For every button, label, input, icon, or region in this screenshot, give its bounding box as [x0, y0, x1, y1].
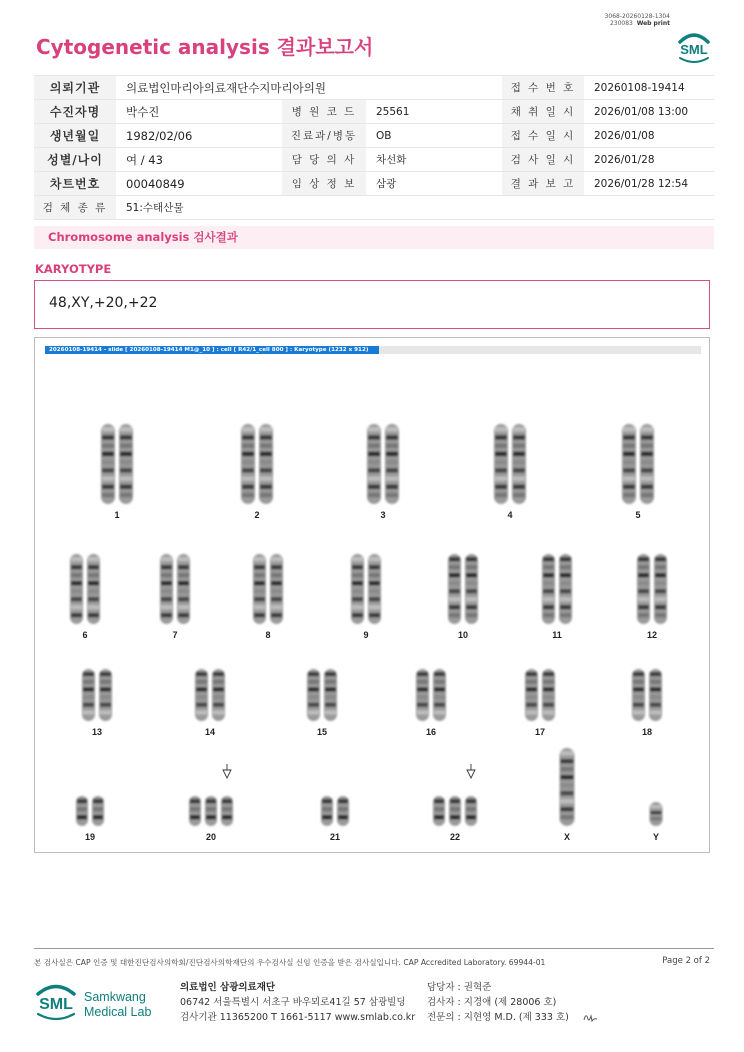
signature: [582, 1010, 600, 1024]
chromosome-21-0: [321, 796, 333, 826]
chromosome-13-1: [99, 669, 112, 721]
chromosome-label: 2: [254, 510, 260, 520]
print-id-line2: [560, 20, 670, 27]
chromosome-9-0: [351, 554, 364, 624]
organization-info: [180, 980, 415, 1025]
field-label: 접 수 일 시: [502, 124, 584, 148]
chromosome-label: 1: [114, 510, 120, 520]
field-label: 차트번호: [34, 172, 116, 196]
footer-divider: [34, 948, 714, 949]
chromosome-18-1: [649, 669, 662, 721]
field-label: 검 사 일 시: [502, 148, 584, 172]
info-row: [34, 100, 714, 124]
trisomy-arrow-icon: [223, 764, 231, 778]
chromosome-label: 3: [380, 510, 386, 520]
sml-logo-text: SML: [680, 42, 708, 57]
chromosome-14-1: [212, 669, 225, 721]
field-label: 성별/나이: [34, 148, 116, 172]
chromosome-3-1: [385, 424, 399, 504]
chromosome-label: 20: [205, 832, 217, 842]
chromosome-20-0: [189, 796, 201, 826]
chromosome-4-0: [494, 424, 508, 504]
field-label: 담 당 의 사: [282, 148, 366, 172]
chromosome-3-0: [367, 424, 381, 504]
field-value: OB: [366, 124, 502, 148]
chromosome-6-0: [70, 554, 83, 624]
chromosome-7-1: [177, 554, 190, 624]
field-label: 임 상 정 보: [282, 172, 366, 196]
logo-word-samkwang: Samkwang: [84, 990, 146, 1004]
org-contact: 검사기관 11365200 T 1661-5117 www.smlab.co.kr: [180, 1012, 416, 1023]
field-label: 의뢰기관: [34, 76, 116, 100]
chromosome-label: 7: [172, 630, 178, 640]
karyotype-result: 48,XY,+20,+22: [34, 280, 710, 329]
samkwang-logo: [34, 980, 164, 1024]
field-value: 2026/01/08 13:00: [584, 100, 714, 124]
chromosome-label: 13: [91, 727, 103, 737]
field-value: 의료법인마리아의료재단수지마리아의원: [116, 76, 282, 100]
chromosome-20-2: [221, 796, 233, 826]
field-label: 수진자명: [34, 100, 116, 124]
chromosome-7-0: [160, 554, 173, 624]
sml-logo-icon: [672, 26, 716, 66]
chromosome-19-1: [92, 796, 104, 826]
chromosome-15-0: [307, 669, 320, 721]
chromosome-label: 19: [84, 832, 96, 842]
field-label: 채 취 일 시: [502, 100, 584, 124]
field-value: 차선화: [366, 148, 502, 172]
chromosome-Y-0: [650, 802, 663, 826]
image-caption: 20260108-19414 - slide [ 20260108-19414 M1@_10 ] : cell [ R42/1_cell 800 ] : Karyotype (1232 x 912): [45, 346, 379, 354]
specimen-label: 검 체 종 류: [34, 196, 116, 220]
logo-word-medical-lab: Medical Lab: [84, 1005, 152, 1019]
chromosome-9-1: [368, 554, 381, 624]
chromosome-15-1: [324, 669, 337, 721]
chromosome-label: 15: [316, 727, 328, 737]
org-address: 06742 서울특별시 서초구 바우뫼로41길 57 삼광빌딩: [180, 997, 406, 1008]
chromosome-16-0: [416, 669, 429, 721]
chromosome-X-0: [560, 748, 575, 826]
specimen-value: 51:수태산물: [116, 196, 714, 220]
chromosome-label: X: [563, 832, 571, 842]
field-label: 결 과 보 고: [502, 172, 584, 196]
image-caption-bar: [45, 346, 701, 354]
staff-line: 담당자 : 권혁준: [427, 982, 492, 993]
chromosome-label: 11: [552, 630, 562, 640]
specimen-row: [34, 196, 714, 220]
field-value: 2026/01/28: [584, 148, 714, 172]
chromosome-label: 16: [425, 727, 437, 737]
info-row: [34, 148, 714, 172]
staff-line: 검사자 : 지경애 (제 28006 호): [427, 997, 557, 1008]
chromosome-label: 22: [449, 832, 461, 842]
karyotype-label: KARYOTYPE: [35, 262, 112, 276]
staff-info: [427, 980, 569, 1025]
field-value: 2026/01/28 12:54: [584, 172, 714, 196]
field-value: 00040849: [116, 172, 282, 196]
karyogram: [35, 338, 711, 854]
chromosome-11-0: [542, 554, 555, 624]
chromosome-5-1: [640, 424, 654, 504]
chromosome-5-0: [622, 424, 636, 504]
chromosome-18-0: [632, 669, 645, 721]
org-name: 의료법인 삼광의료재단: [180, 982, 276, 993]
staff-line: 전문의 : 지현영 M.D. (제 333 호): [427, 1012, 569, 1023]
chromosome-8-1: [270, 554, 283, 624]
field-value: 1982/02/06: [116, 124, 282, 148]
chromosome-2-1: [259, 424, 273, 504]
chromosome-14-0: [195, 669, 208, 721]
chromosome-11-1: [559, 554, 572, 624]
chromosome-label: 9: [363, 630, 369, 640]
print-label: Web print: [636, 20, 670, 27]
page-number: Page 2 of 2: [662, 956, 710, 966]
chromosome-17-0: [525, 669, 538, 721]
section-title: Chromosome analysis 검사결과: [34, 226, 714, 249]
field-label: 접 수 번 호: [502, 76, 584, 100]
chromosome-label: 14: [204, 727, 216, 737]
chromosome-17-1: [542, 669, 555, 721]
field-value: 25561: [366, 100, 502, 124]
page-title: Cytogenetic analysis 결과보고서: [36, 35, 374, 59]
chromosome-1-0: [101, 424, 115, 504]
chromosome-label: Y: [652, 832, 660, 842]
chromosome-label: 21: [329, 832, 341, 842]
chromosome-label: 17: [534, 727, 546, 737]
chromosome-2-0: [241, 424, 255, 504]
chromosome-21-1: [337, 796, 349, 826]
chromosome-20-1: [205, 796, 217, 826]
patient-info-table: [34, 75, 714, 220]
samkwang-logo-mark: SML: [39, 996, 73, 1013]
info-row: [34, 124, 714, 148]
field-value: 삼광: [366, 172, 502, 196]
trisomy-arrow-icon: [467, 764, 475, 778]
chromosome-12-0: [637, 554, 650, 624]
info-row: [34, 172, 714, 196]
chromosome-13-0: [82, 669, 95, 721]
chromosome-label: 18: [641, 727, 653, 737]
chromosome-label: 6: [82, 630, 88, 640]
chromosome-label: 10: [457, 630, 469, 640]
chromosome-10-1: [465, 554, 478, 624]
chromosome-22-1: [449, 796, 461, 826]
chromosome-label: 4: [507, 510, 513, 520]
chromosome-1-1: [119, 424, 133, 504]
field-label: 생년월일: [34, 124, 116, 148]
chromosome-4-1: [512, 424, 526, 504]
chromosome-12-1: [654, 554, 667, 624]
print-code: 230083: [609, 20, 633, 27]
chromosome-22-0: [433, 796, 445, 826]
field-value: 20260108-19414: [584, 76, 714, 100]
empty-cell: [366, 76, 502, 100]
chromosome-22-2: [465, 796, 477, 826]
chromosome-10-0: [448, 554, 461, 624]
chromosome-8-0: [253, 554, 266, 624]
field-value: 박수진: [116, 100, 282, 124]
image-caption-track: [379, 346, 701, 354]
field-value: 2026/01/08: [584, 124, 714, 148]
field-value: 여 / 43: [116, 148, 282, 172]
chromosome-label: 8: [265, 630, 271, 640]
chromosome-label: 5: [635, 510, 641, 520]
chromosome-6-1: [87, 554, 100, 624]
field-label: 진료과/병동: [282, 124, 366, 148]
accreditation-note: 본 검사실은 CAP 인증 및 대한진단검사의학회/진단검사의학재단의 우수검사실 신임 인증을 받은 검사실입니다. CAP Accredited Laboratory. 69944-01: [34, 958, 546, 967]
info-row: [34, 76, 714, 100]
print-id-line1: 3068-20260128-1304: [604, 13, 670, 20]
chromosome-label: 12: [646, 630, 658, 640]
chromosome-19-0: [76, 796, 88, 826]
karyotype-image: [34, 337, 710, 853]
print-id: [560, 13, 670, 27]
field-label: 병 원 코 드: [282, 100, 366, 124]
chromosome-16-1: [433, 669, 446, 721]
